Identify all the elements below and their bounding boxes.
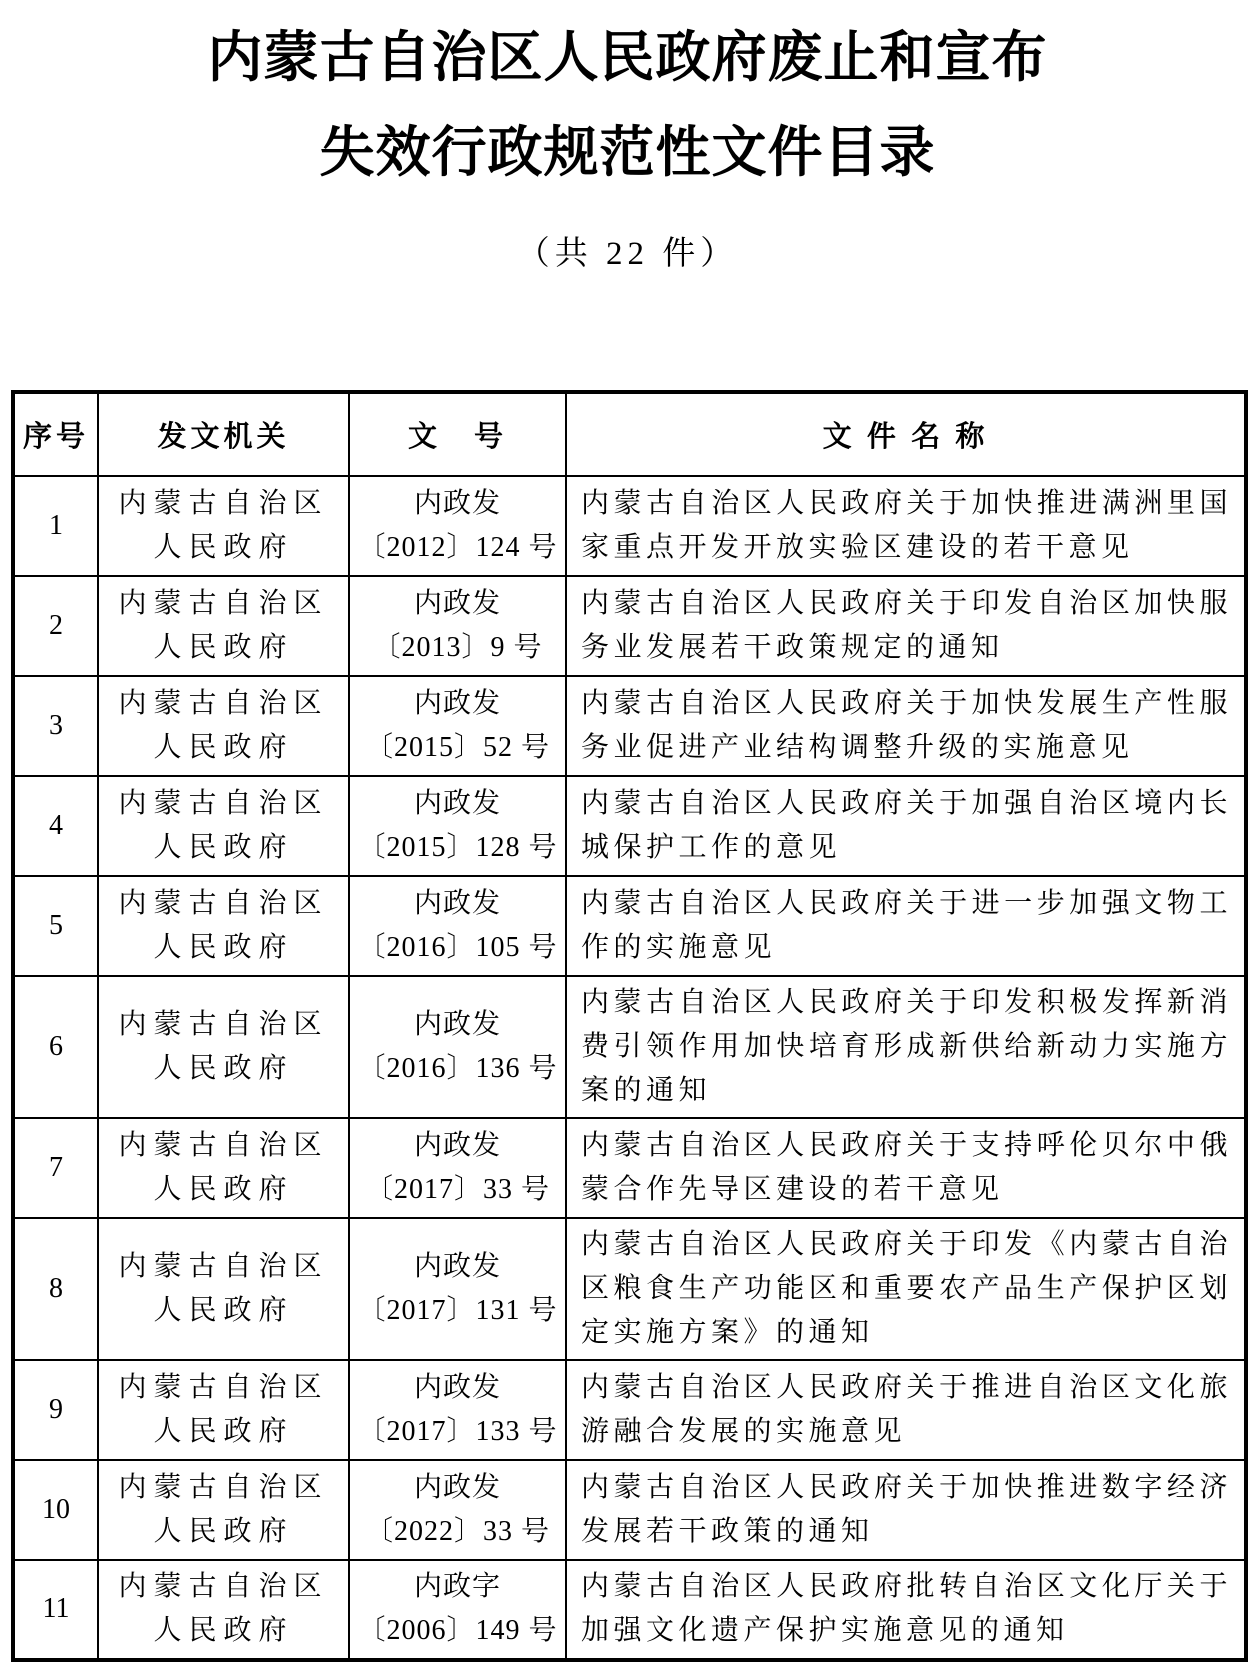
issuing-agency-cell xyxy=(98,1560,349,1660)
repealed-documents-table xyxy=(11,390,1248,1662)
document-number-cell xyxy=(349,976,566,1118)
document-number-prefix: 内政字 xyxy=(413,1571,501,1602)
page-subtitle-count: （共 22 件） xyxy=(516,235,739,272)
document-name: 内蒙古自治区人民政府关于推进自治区文化旅游融合发展的实施意见 xyxy=(581,1371,1232,1447)
document-number-cell xyxy=(349,676,566,776)
table-row xyxy=(13,676,1246,776)
document-number-cell xyxy=(349,1218,566,1360)
document-number-prefix: 内政发 xyxy=(413,1129,501,1161)
document-name-cell xyxy=(566,1560,1246,1660)
document-number-value: 〔2017〕133 号 xyxy=(357,1415,558,1447)
table-row xyxy=(13,576,1246,676)
document-number-cell xyxy=(349,1360,566,1460)
serial-number-cell xyxy=(13,1118,98,1218)
table-row xyxy=(13,1460,1246,1560)
agency-line2: 人民政府 xyxy=(153,831,294,863)
serial-number-cell xyxy=(13,976,98,1118)
serial-number-cell xyxy=(13,776,98,876)
document-number-value: 〔2006〕149 号 xyxy=(357,1615,558,1646)
document-name-cell xyxy=(566,976,1246,1118)
agency-line2: 人民政府 xyxy=(153,1052,294,1084)
agency-line1: 内蒙古自治区 xyxy=(118,787,329,819)
document-name-cell xyxy=(566,676,1246,776)
document-number-value: 〔2017〕131 号 xyxy=(357,1294,558,1326)
issuing-agency-cell xyxy=(98,776,349,876)
table-row xyxy=(13,476,1246,576)
document-number-cell xyxy=(349,876,566,976)
agency-line2: 人民政府 xyxy=(153,1415,294,1447)
document-name-cell xyxy=(566,1118,1246,1218)
document-name-cell xyxy=(566,876,1246,976)
document-name: 内蒙古自治区人民政府关于加快推进数字经济发展若干政策的通知 xyxy=(581,1471,1232,1547)
agency-line2: 人民政府 xyxy=(153,731,294,763)
document-name-cell xyxy=(566,776,1246,876)
document-name-cell xyxy=(566,1218,1246,1360)
document-name-cell xyxy=(566,576,1246,676)
issuing-agency-cell xyxy=(98,1460,349,1560)
document-number-cell xyxy=(349,576,566,676)
agency-line1: 内蒙古自治区 xyxy=(118,487,329,519)
agency-line2: 人民政府 xyxy=(153,531,294,563)
serial-number-cell xyxy=(13,676,98,776)
issuing-agency-cell xyxy=(98,576,349,676)
table-header xyxy=(13,392,1246,476)
serial-number: 10 xyxy=(42,1493,70,1525)
agency-line1: 内蒙古自治区 xyxy=(118,1471,329,1503)
page-title-line1: 内蒙古自治区人民政府废止和宣布 xyxy=(207,27,1048,88)
document-number-value: 〔2013〕9 号 xyxy=(372,631,543,663)
header-document-number: 文 号 xyxy=(349,392,566,476)
document-name: 内蒙古自治区人民政府批转自治区文化厅关于加强文化遗产保护实施意见的通知 xyxy=(581,1571,1232,1646)
serial-number-cell xyxy=(13,1360,98,1460)
document-name: 内蒙古自治区人民政府关于印发自治区加快服务业发展若干政策规定的通知 xyxy=(581,587,1232,663)
document-number-value: 〔2015〕128 号 xyxy=(357,831,558,863)
document-number-value: 〔2012〕124 号 xyxy=(357,531,558,563)
issuing-agency-cell xyxy=(98,676,349,776)
table-row xyxy=(13,1360,1246,1460)
document-number-value: 〔2015〕52 号 xyxy=(364,731,550,763)
issuing-agency-cell xyxy=(98,876,349,976)
agency-line1: 内蒙古自治区 xyxy=(118,587,329,619)
serial-number: 9 xyxy=(49,1393,63,1425)
agency-line1: 内蒙古自治区 xyxy=(118,1250,329,1282)
document-name: 内蒙古自治区人民政府关于支持呼伦贝尔中俄蒙合作先导区建设的若干意见 xyxy=(581,1129,1232,1205)
issuing-agency-cell xyxy=(98,476,349,576)
document-name: 内蒙古自治区人民政府关于加快发展生产性服务业促进产业结构调整升级的实施意见 xyxy=(581,687,1232,763)
agency-line1: 内蒙古自治区 xyxy=(118,1371,329,1403)
issuing-agency-cell xyxy=(98,1360,349,1460)
document-number-prefix: 内政发 xyxy=(413,887,501,919)
serial-number: 1 xyxy=(49,509,63,541)
document-name: 内蒙古自治区人民政府关于进一步加强文物工作的实施意见 xyxy=(581,887,1232,963)
document-number-cell xyxy=(349,1560,566,1660)
document-number-value: 〔2016〕136 号 xyxy=(357,1052,558,1084)
document-number-prefix: 内政发 xyxy=(413,1471,501,1503)
agency-line1: 内蒙古自治区 xyxy=(118,887,329,919)
serial-number-cell xyxy=(13,1560,98,1660)
agency-line2: 人民政府 xyxy=(153,1294,294,1326)
issuing-agency-cell xyxy=(98,1118,349,1218)
document-number-value: 〔2016〕105 号 xyxy=(357,931,558,963)
document-name-cell xyxy=(566,1460,1246,1560)
serial-number-cell xyxy=(13,876,98,976)
document-number-cell xyxy=(349,776,566,876)
document-number-value: 〔2017〕33 号 xyxy=(364,1173,550,1205)
document-number-prefix: 内政发 xyxy=(413,487,501,519)
document-name: 内蒙古自治区人民政府关于印发《内蒙古自治区粮食生产功能区和重要农产品生产保护区划定实施方案》的通知 xyxy=(581,1228,1232,1348)
serial-number: 8 xyxy=(49,1272,63,1304)
document-name: 内蒙古自治区人民政府关于加快推进满洲里国家重点开发开放实验区建设的若干意见 xyxy=(581,487,1232,563)
agency-line2: 人民政府 xyxy=(153,1615,294,1646)
document-name-cell xyxy=(566,1360,1246,1460)
agency-line2: 人民政府 xyxy=(153,1515,294,1547)
agency-line1: 内蒙古自治区 xyxy=(118,1129,329,1161)
document-number-prefix: 内政发 xyxy=(413,587,501,619)
document-number-prefix: 内政发 xyxy=(413,787,501,819)
serial-number: 11 xyxy=(42,1593,70,1624)
serial-number: 6 xyxy=(49,1030,63,1062)
agency-line1: 内蒙古自治区 xyxy=(118,687,329,719)
agency-line1: 内蒙古自治区 xyxy=(118,1008,329,1040)
serial-number-cell xyxy=(13,1218,98,1360)
table-row xyxy=(13,876,1246,976)
document-number-cell xyxy=(349,1118,566,1218)
serial-number-cell xyxy=(13,1460,98,1560)
document-name: 内蒙古自治区人民政府关于加强自治区境内长城保护工作的意见 xyxy=(581,787,1232,863)
table-header-row xyxy=(13,392,1246,476)
table-row xyxy=(13,1218,1246,1360)
document-name: 内蒙古自治区人民政府关于印发积极发挥新消费引领作用加快培育形成新供给新动力实施方案的通知 xyxy=(581,986,1232,1106)
header-document-name: 文 件 名 称 xyxy=(566,392,1246,476)
serial-number-cell xyxy=(13,576,98,676)
document-number-prefix: 内政发 xyxy=(413,1250,501,1282)
table-body xyxy=(13,476,1246,1660)
table-row xyxy=(13,776,1246,876)
page-title-line2: 失效行政规范性文件目录 xyxy=(319,122,936,184)
serial-number: 7 xyxy=(49,1151,63,1183)
serial-number: 4 xyxy=(49,809,63,841)
agency-line2: 人民政府 xyxy=(153,931,294,963)
document-number-prefix: 内政发 xyxy=(413,687,501,719)
document-number-prefix: 内政发 xyxy=(413,1371,501,1403)
serial-number: 3 xyxy=(49,709,63,741)
document-number-value: 〔2022〕33 号 xyxy=(364,1515,550,1547)
table-row xyxy=(13,1118,1246,1218)
agency-line2: 人民政府 xyxy=(153,1173,294,1205)
document-number-cell xyxy=(349,1460,566,1560)
agency-line1: 内蒙古自治区 xyxy=(118,1571,329,1602)
serial-number-cell xyxy=(13,476,98,576)
issuing-agency-cell xyxy=(98,976,349,1118)
document-number-prefix: 内政发 xyxy=(413,1008,501,1040)
header-issuing-agency: 发文机关 xyxy=(98,392,349,476)
header-serial-number: 序号 xyxy=(13,392,98,476)
table-row xyxy=(13,1560,1246,1660)
serial-number: 2 xyxy=(49,609,63,641)
document-name-cell xyxy=(566,476,1246,576)
agency-line2: 人民政府 xyxy=(153,631,294,663)
table-row xyxy=(13,976,1246,1118)
issuing-agency-cell xyxy=(98,1218,349,1360)
document-number-cell xyxy=(349,476,566,576)
serial-number: 5 xyxy=(49,909,63,941)
